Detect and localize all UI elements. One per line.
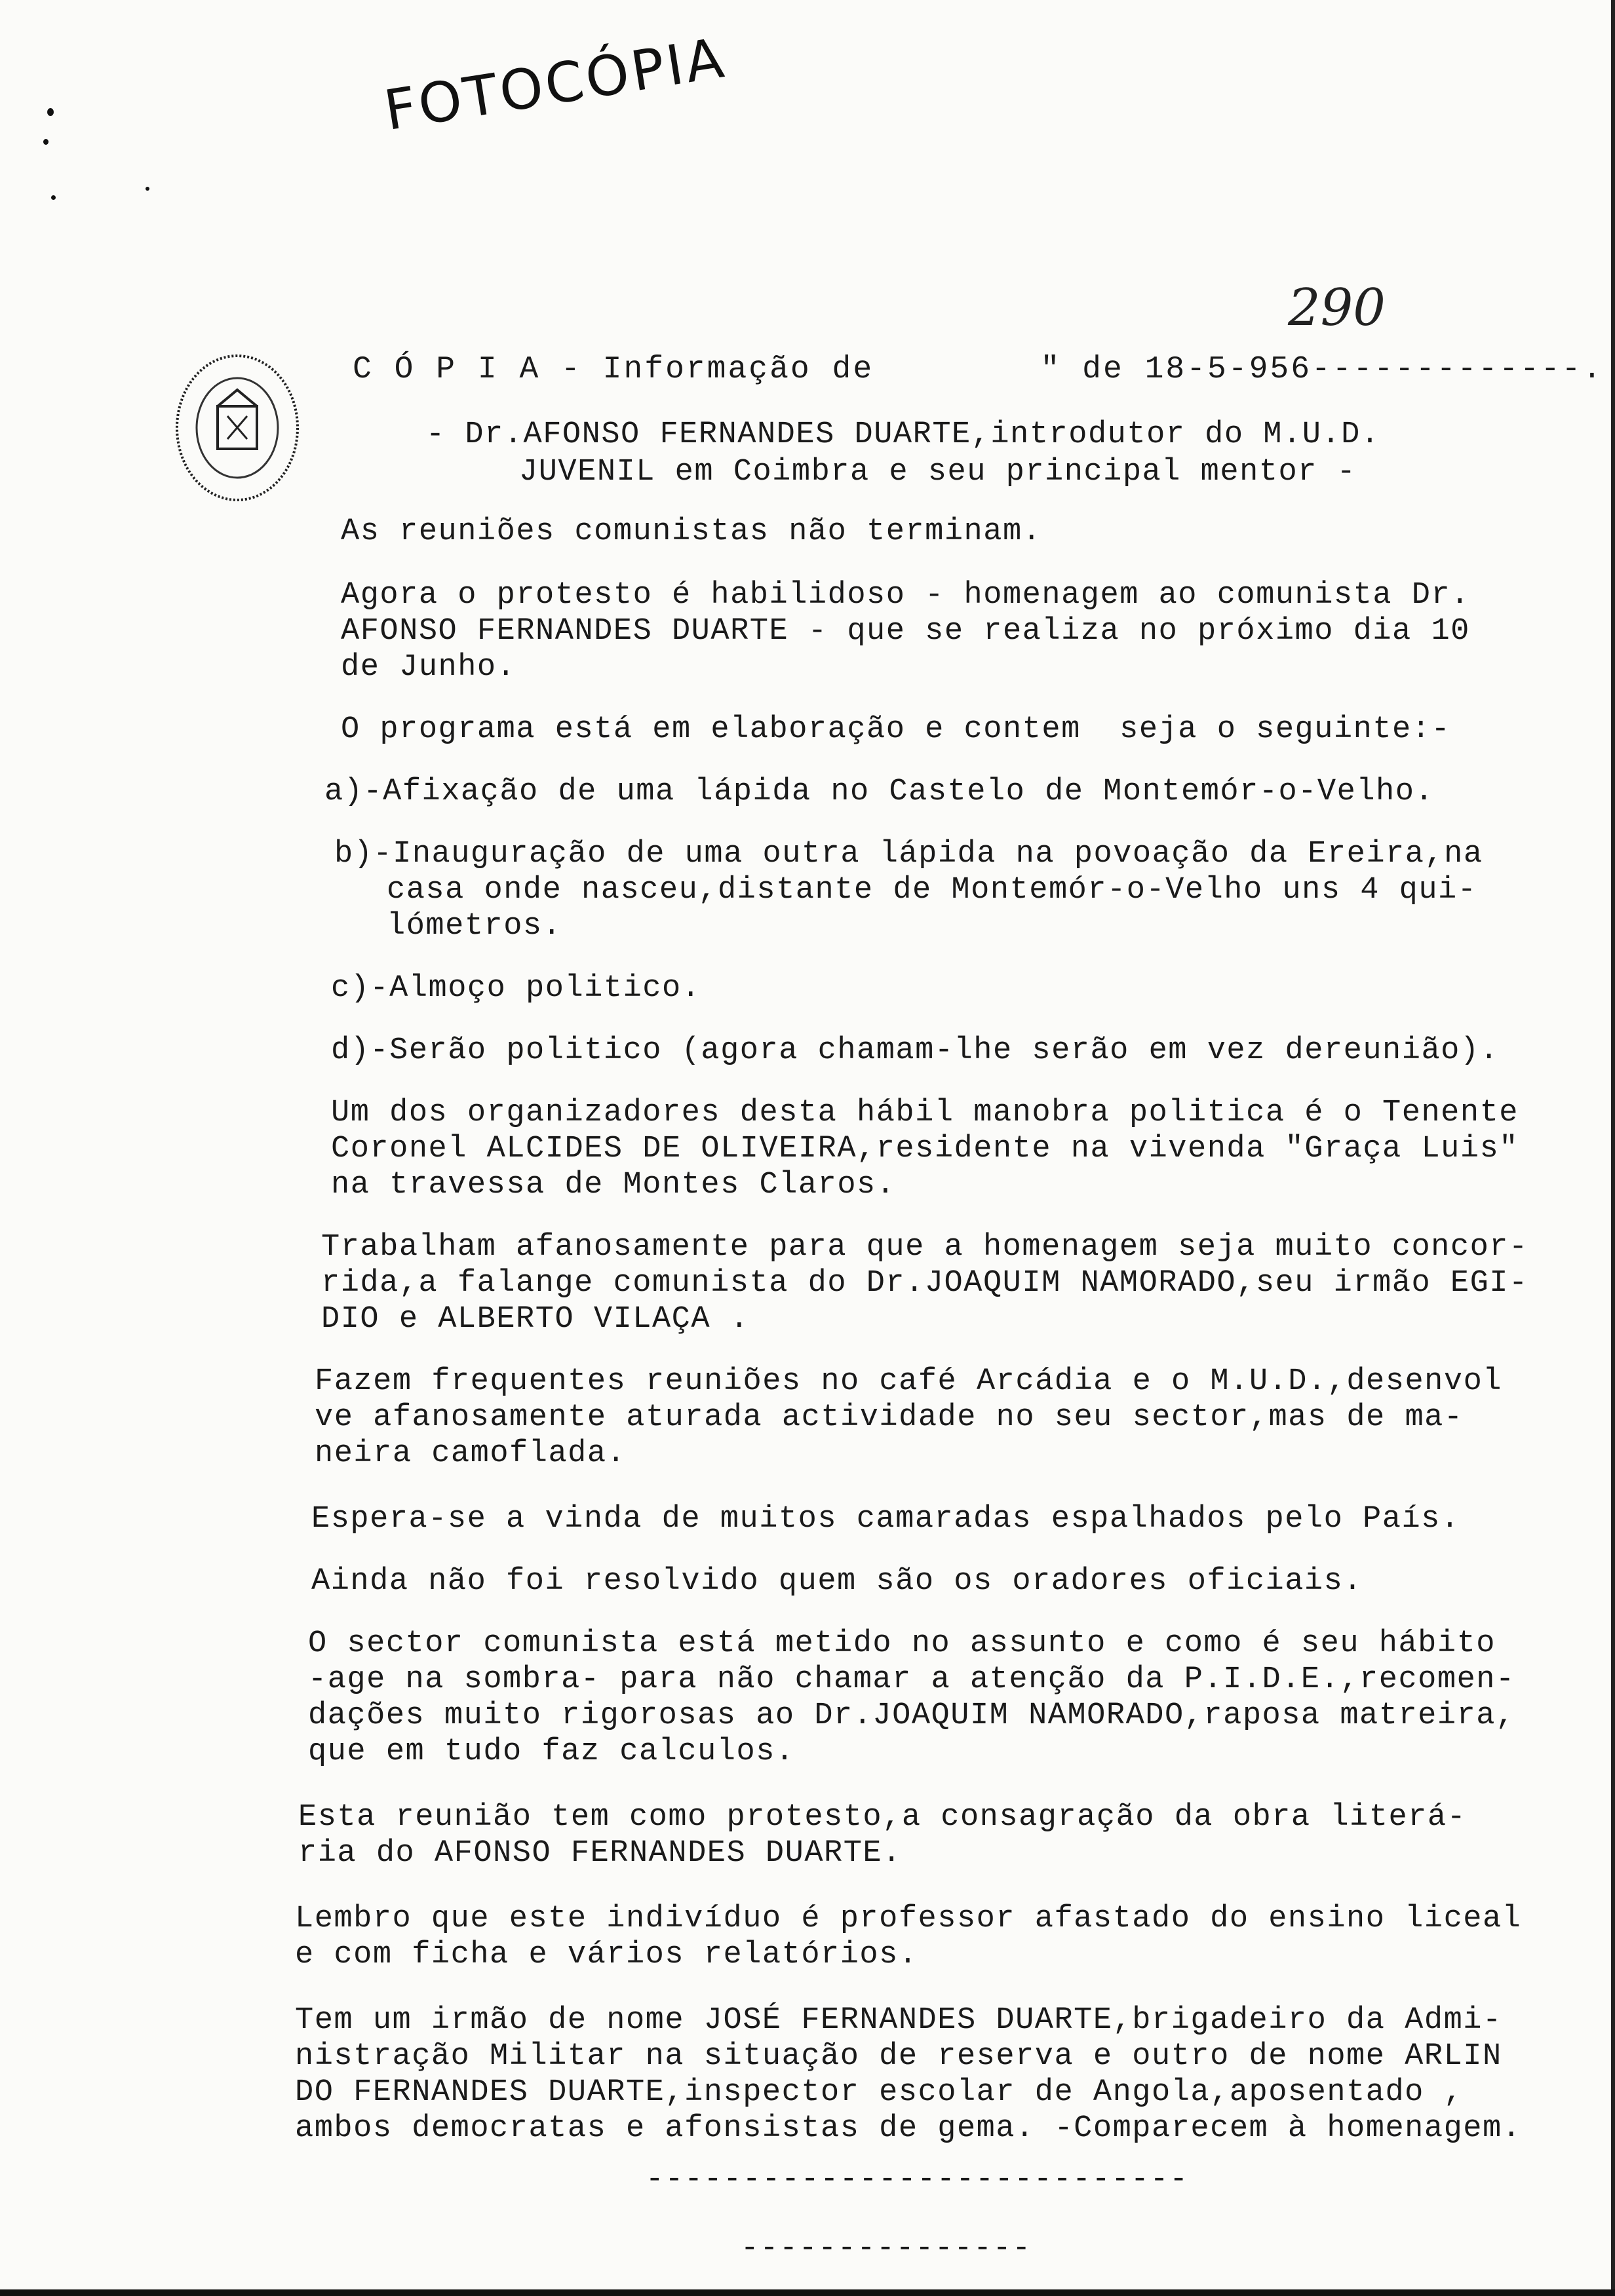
body-line: AFONSO FERNANDES DUARTE - que se realiza no próximo dia 10 <box>341 614 1470 649</box>
body-line: Um dos organizadores desta hábil manobra politica é o Tenente <box>331 1096 1519 1130</box>
closing-rule: --------------- <box>741 2231 1032 2265</box>
subject-line: - Dr.AFONSO FERNANDES DUARTE,introdutor do M.U.D. <box>426 417 1380 452</box>
list-item: b)-Inauguração de uma outra lápida na povoação da Ereira,na <box>334 837 1483 871</box>
body-line: Espera-se a vinda de muitos camaradas espalhados pelo País. <box>311 1502 1460 1537</box>
body-line: Trabalham afanosamente para que a homenagem seja muito concor- <box>321 1230 1528 1265</box>
body-line: nistração Militar na situação de reserva e outro de nome ARLIN <box>295 2039 1502 2074</box>
body-line: DO FERNANDES DUARTE,inspector escolar de Angola,aposentado , <box>295 2075 1464 2110</box>
body-line: ria do AFONSO FERNANDES DUARTE. <box>298 1836 902 1871</box>
body-line: O sector comunista está metido no assunto e como é seu hábito <box>308 1626 1496 1661</box>
speck <box>47 108 54 116</box>
body-line: -age na sombra- para não chamar a atenção da P.I.D.E.,recomen- <box>308 1662 1515 1697</box>
body-line: Agora o protesto é habilidoso - homenagem ao comunista Dr. <box>341 578 1470 613</box>
body-line: neira camoflada. <box>315 1436 627 1471</box>
body-line: de Junho. <box>341 650 516 685</box>
body-line: Coronel ALCIDES DE OLIVEIRA,residente na vivenda "Graça Luis" <box>331 1132 1519 1166</box>
list-item: a)-Afixação de uma lápida no Castelo de Montemór-o-Velho. <box>324 775 1435 809</box>
scan-edge <box>1611 0 1615 2296</box>
body-line: O programa está em elaboração e contem seja o seguinte:- <box>341 712 1451 747</box>
scan-edge <box>0 2289 1615 2296</box>
list-item: c)-Almoço politico. <box>331 971 701 1006</box>
body-line: Fazem frequentes reuniões no café Arcádia e o M.U.D.,desenvol <box>315 1364 1502 1399</box>
body-line: ambos democratas e afonsistas de gema. -Comparecem à homenagem. <box>295 2111 1522 2146</box>
list-item: lómetros. <box>387 909 562 944</box>
list-item: d)-Serão politico (agora chamam-lhe serão em vez dereunião). <box>331 1033 1500 1068</box>
body-line: ve afanosamente aturada actividade no seu sector,mas de ma- <box>315 1400 1464 1435</box>
body-line: na travessa de Montes Claros. <box>331 1168 896 1202</box>
body-line: que em tudo faz calculos. <box>308 1734 795 1769</box>
subject-line: JUVENIL em Coimbra e seu principal mentor - <box>519 455 1357 489</box>
body-line: Esta reunião tem como protesto,a consagração da obra literá- <box>298 1800 1467 1835</box>
speck <box>51 195 56 200</box>
body-line: dações muito rigorosas ao Dr.JOAQUIM NAMORADO,raposa matreira, <box>308 1698 1515 1733</box>
folio-number: 290 <box>1288 278 1386 337</box>
archive-seal-icon <box>172 351 303 505</box>
body-line: As reuniões comunistas não terminam. <box>341 514 1042 549</box>
body-line: rida,a falange comunista do Dr.JOAQUIM NAMORADO,seu irmão EGI- <box>321 1266 1528 1301</box>
body-line: DIO e ALBERTO VILAÇA . <box>321 1302 750 1337</box>
body-line: Ainda não foi resolvido quem são os oradores oficiais. <box>311 1564 1363 1599</box>
body-line: e com ficha e vários relatórios. <box>295 1938 918 1972</box>
body-line: Tem um irmão de nome JOSÉ FERNANDES DUARTE,brigadeiro da Admi- <box>295 2003 1502 2038</box>
fotocopia-stamp: FOTOCÓPIA <box>379 25 731 143</box>
closing-rule: ---------------------------- <box>646 2162 1189 2196</box>
body-line: Lembro que este indivíduo é professor afastado do ensino liceal <box>295 1902 1522 1936</box>
list-item: casa onde nasceu,distante de Montemór-o-Velho uns 4 qui- <box>387 873 1477 908</box>
speck <box>146 187 149 191</box>
speck <box>43 139 49 145</box>
document-title: C Ó P I A - Informação de " de 18-5-956-------------. <box>353 352 1604 387</box>
